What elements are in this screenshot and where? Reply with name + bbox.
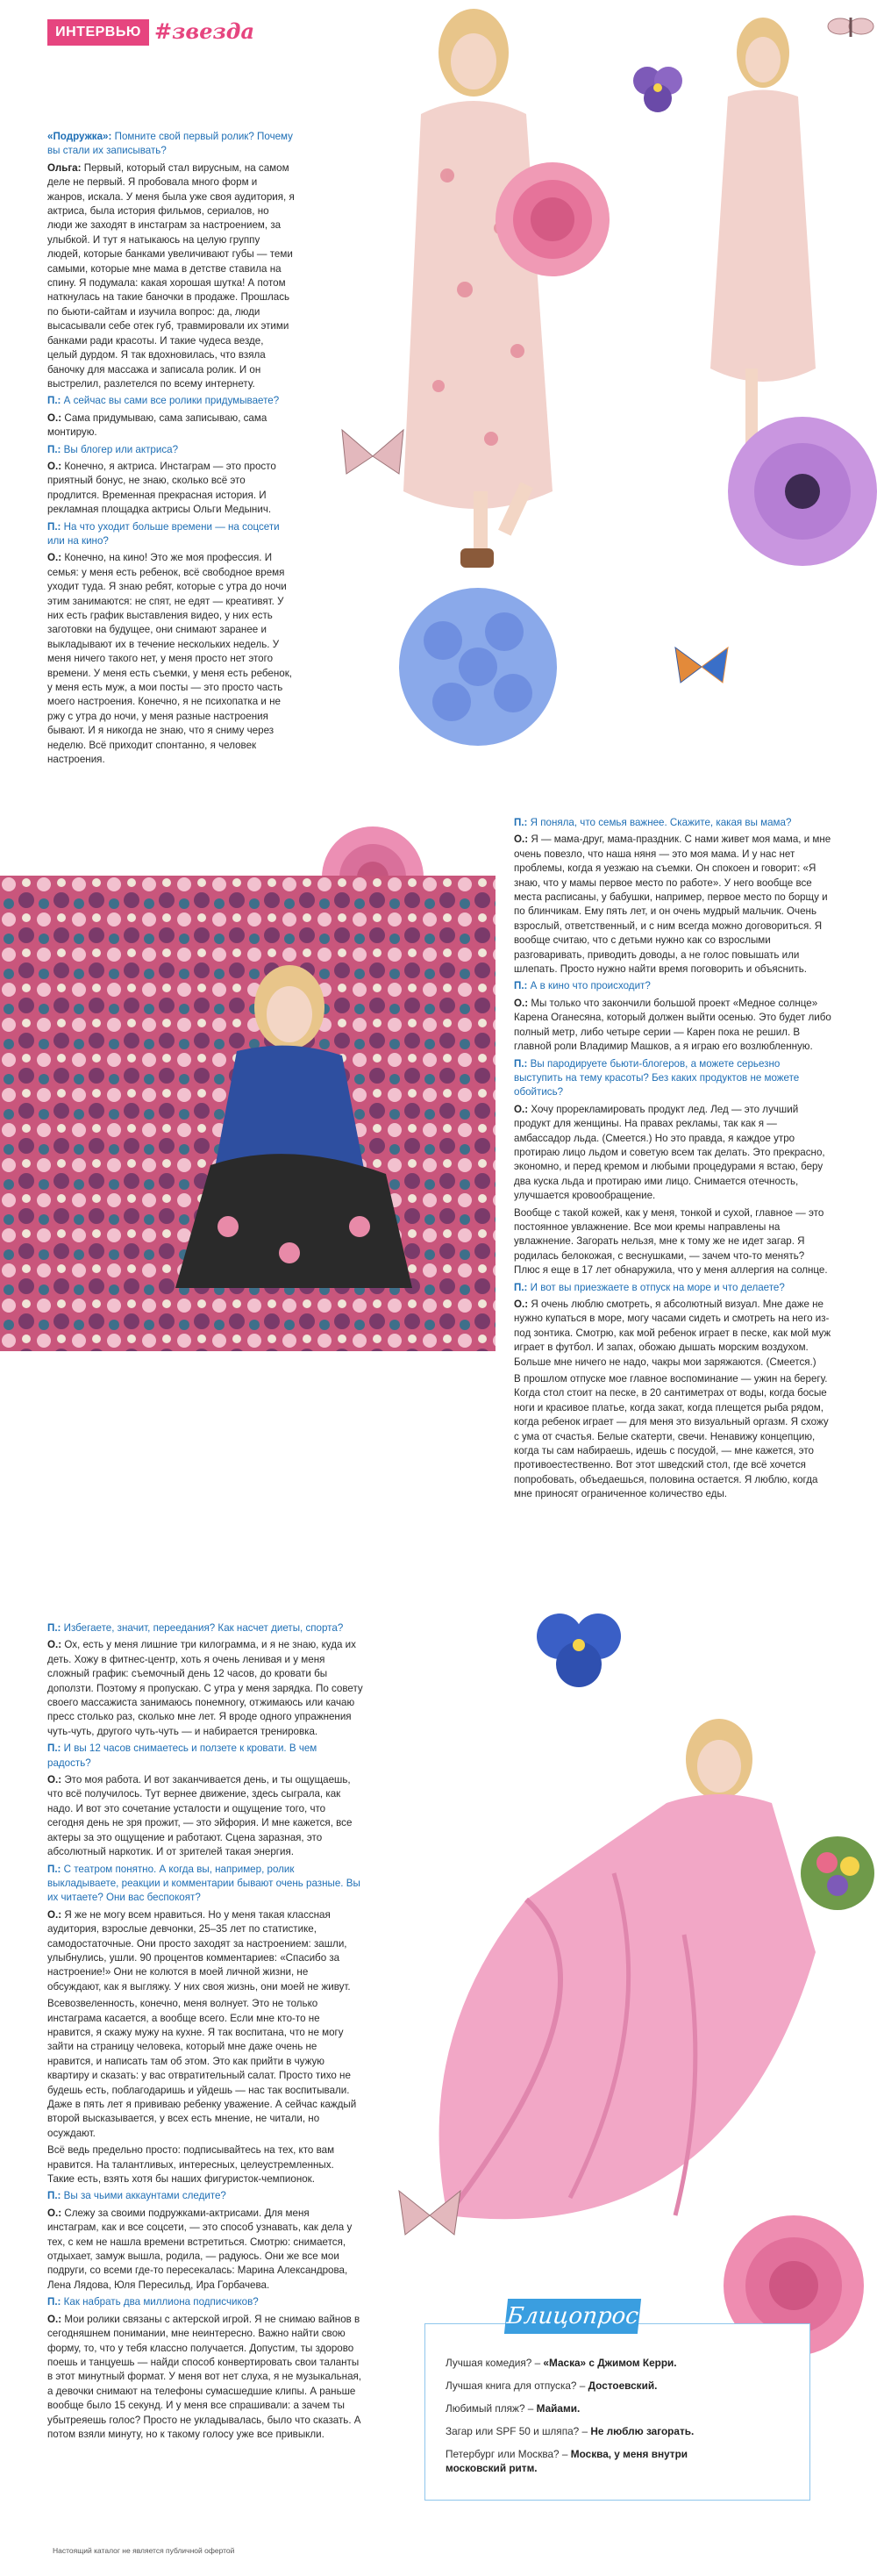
pansy-icon xyxy=(537,1614,621,1687)
hydrangea-icon xyxy=(399,588,557,746)
rose-icon xyxy=(322,826,424,877)
qa-item: В прошлом отпуске мое главное воспоминание — ужин на берегу. Когда стол стоит на песке, в 20 сантиметрах от воды, когда босые ноги и красивое платье, когда закат, когда плещется рыба рядом, когда ребенок играет — для меня это визуальный оргазм. Я схожу с ума от счастья. Белые скатерти, свечи. Ненавижу концепцию, когда ты сам набираешь, идешь с посудой, — мне кажется, это противоестественно. Вот этот шведский стол, где всё хочется попробовать, объедаешься, половина остается. Я люблю, когда мне приносят ограниченное количество еды. xyxy=(514,1373,829,1500)
floral-photo xyxy=(0,876,496,1351)
qa-item: П.: Вы блогер или актриса? xyxy=(47,443,179,455)
qa-item: П.: И вы 12 часов снимаетесь и ползете к кровати. В чем радость? xyxy=(47,1742,317,1769)
qa-item: О.: Я — мама-друг, мама-праздник. С нами живет моя мама, и мне очень повезло, что наша няня — это моя мама. И у нас нет проблемы, когда я уезжаю на съемки. Он спокоен и говорит: «Я знаю, что у мамы первое место по работе». У него вообще все места расписаны, у бабушки, например, первое место по борщу и по блинчикам. Ему пять лет, и он очень мудрый мальчик. Очень взрослый, ответственный, и с ним всегда можно договориться. Я вообще считаю, что с детьми нужно как со взрослыми разговаривать, приводить доводы, а не голос повышать или шлепать. Просто нужно найти время поговорить и объяснить. xyxy=(514,834,831,976)
anemone-icon xyxy=(728,417,877,566)
blitz-row: московский ритм. xyxy=(446,2462,538,2474)
qa-item: О.: Я же не могу всем нравиться. Но у меня такая классная аудитория, взрослые девчонки, 25–35 лет по статистике, самодостаточные. Они просто заходят за настроением: зашли, улыбнулись, ушли. 90 процентов комментариев: «Спасибо за настроение!» Они не колются в моей личной жизни, не обсуждают, как я выгляжу. У них своя жизнь, они моей не живут. xyxy=(47,1908,351,1993)
qa-item: О.: Я очень люблю смотреть, я абсолютный визуал. Мне даже не нужно купаться в море, могу часами сидеть и смотреть на него из-под зонтика. Смотрю, как мой ребенок играет в песке, как мой муж играет в футбол. И запах, обожаю дышать морским воздухом. Больше мне ничего не надо, чакры мои заряжаются. (Смеется.) xyxy=(514,1299,831,1368)
qa-item: Вообще с такой кожей, как у меня, тонкой и сухой, главное — это постоянное увлажнение. Все мои кремы направлены на увлажнение. Загорать нельзя, мне к тому же не идет загар. Я родилась белокожая, с веснушками, — зачем что-то менять? Плюс я еще в 17 лет обнаружила, что у меня аллергия на солнце. xyxy=(514,1206,828,1277)
butterfly-icon xyxy=(828,18,873,37)
blitz-row: Лучшая комедия? – «Маска» с Джимом Керри. xyxy=(446,2357,677,2369)
interview-column-2 xyxy=(514,816,831,1505)
woman-gown xyxy=(439,1719,816,2219)
woman-figure-small xyxy=(710,18,816,476)
interview-column-1 xyxy=(47,130,295,769)
qa-item: П.: Избегаете, значит, переедания? Как насчет диеты, спорта? xyxy=(47,1622,344,1634)
bouquet-icon xyxy=(801,1836,874,1910)
qa-item: О.: Это моя работа. И вот заканчивается день, и ты ощущаешь, что всё получилось. Тут вернее движение, здесь сыграла, как надо. И вот это сочетание усталости и ощущение того, что сегодня день не зря прожит, — это эйфория. И мне кажется, все актеры за это ощущение и работают. Сцена заразная, это абсолютный наркотик. И от зрителей такая энергия. xyxy=(47,1774,353,1858)
blitz-row: Загар или SPF 50 и шляпа? – Не люблю загорать. xyxy=(446,2425,695,2437)
qa-item: П.: Я поняла, что семья важнее. Скажите, какая вы мама? xyxy=(514,817,792,828)
qa-item: П.: Как набрать два миллиона подписчиков? xyxy=(47,2296,259,2308)
blitz-title: Блицопрос xyxy=(504,2299,641,2334)
blitz-row: Петербург или Москва? – Москва, у меня внутри xyxy=(446,2448,688,2460)
qa-item: «Подружка»: Помните свой первый ролик? Почему вы стали их записывать? xyxy=(47,131,293,157)
interview-column-3 xyxy=(47,1621,363,2444)
hero-photo-illustration xyxy=(289,0,877,877)
qa-item: О.: Мы только что закончили большой проект «Медное солнце» Карена Оганесяна, который должен выйти осенью. Это будет либо полный метр, либо четыре серии — Карен пока не решил. В главной роли Владимир Машков, а я играю его возлюбленную. xyxy=(514,997,831,1053)
qa-item: О.: Мои ролики связаны с актерской игрой. Я не снимаю вайнов в сегодняшнем понимании, мне неинтересно. Важно найти свою форму, то, что у тебя классно получается. Допустим, ты здорово поешь и танцуешь — найди способ конвертировать свои таланты в этот минутный формат. У меня вот нет слуха, я не музыкальная, а девочки снимают на телефоны сумасшедшие клипы. А раньше вообще было 15 секунд. И у меня все спрашивали: а зачем ты убытреяешь голос? Просто не укладывалась, было что сказать. А потом взяли минуту, но к такому голосу уже все привыкли. xyxy=(47,2313,362,2440)
qa-item: О.: Конечно, я актриса. Инстаграм — это просто приятный бонус, не знаю, сколько всё это продлится. Временная прекрасная история. И рекламная площадка актрисы Ольги Медынич. xyxy=(47,460,276,516)
qa-item: П.: С театром понятно. А когда вы, например, ролик выкладываете, реакции и комментарии бывают очень разные. Вы их читаете? Они вас беспокоят? xyxy=(47,1863,360,1904)
qa-item: П.: Вы пародируете бьюти-блогеров, а можете серьезно выступить на тему красоты? Без каких продуктов не можете обойтись? xyxy=(514,1057,800,1098)
qa-item: О.: Слежу за своими подружками-актрисами. Для меня инстаграм, как и все соцсети, — это способ узнавать, как дела у тех, с кем не нашла времени встретиться. Смотрю: снимается, отдыхает, замуж вышла, родила, — радуюсь. Они же все мои подруги, со всеми где-то пересекалась: Марина Александрова, Лена Лядова, Юля Пересильд, Ира Горбачева. xyxy=(47,2207,353,2291)
qa-item: О.: Конечно, на кино! Это же моя профессия. И семья: у меня есть ребенок, всё свободное время уходит туда. Я знаю ребят, которые с утра до ночи этим занимаются: не спят, не едят — креативят. У них есть график выставления видео, у них есть заготовки на будущее, они снимают заранее и выкладывают их в течение нескольких недель. У меня ничего такого нет, у меня просто нет этого времени. У меня есть съемки, у меня есть ребенок, у меня есть муж, а мои посты — это просто часть моего настроения. Конечно, я не психопатка и не ржу с утра до ночи, у меня разные настроения бывают. И я никогда не знаю, что я сниму через неделю. Всё приходит спонтанно, я человек настроения. xyxy=(47,552,292,766)
qa-item: О.: Хочу прорекламировать продукт лед. Лед — это лучший продукт для женщины. На правах рекламы, так как я — амбассадор льда. (Смеется.) Но это правда, я каждое утро протираю лицо льдом и советую всем так делать. Это прекрасно, экономно, и перед кремом и любыми процедурами я встаю, беру два куска льда и протираю ими лицо. Снимается отечность, улучшается кровообращение. xyxy=(514,1103,825,1202)
section-hashtag: #звезда xyxy=(154,18,255,44)
butterfly-icon xyxy=(342,430,403,474)
woman-figure xyxy=(403,9,553,568)
qa-item: П.: А сейчас вы сами все ролики придумываете? xyxy=(47,395,280,407)
rose-icon xyxy=(496,162,610,276)
violet-icon xyxy=(633,67,682,112)
qa-item: П.: И вот вы приезжаете в отпуск на море и что делаете? xyxy=(514,1281,785,1293)
qa-item: О.: Ох, есть у меня лишние три килограмма, и я не знаю, куда их деть. Хожу в фитнес-центр, хоть я очень ленивая и у меня сложный график: съемочный день 12 часов, до кровати бы доползти. Поэтому я пропускаю. С утра у меня зарядка. По совету своего массажиста занимаюсь понемногу, отжимаюсь или качаю пресс столько раз, сколько мне лет. Я вроде одного упражнения чуть-чуть, другого чуть-чуть — и набирается тренировка. xyxy=(47,1639,363,1737)
section-tag: ИНТЕРВЬЮ xyxy=(47,19,149,46)
blitz-row: Любимый пляж? – Майами. xyxy=(446,2402,581,2415)
butterfly-icon xyxy=(675,648,728,683)
qa-item: О.: Сама придумываю, сама записываю, сама монтирую. xyxy=(47,411,267,439)
qa-item: П.: Вы за чьими аккаунтами следите? xyxy=(47,2190,226,2202)
qa-item: Всё ведь предельно просто: подписывайтесь на тех, кто вам нравится. На талантливых, интересных, целеустремленных. Такие есть, взять хотя бы наших фигуристок-чемпионок. xyxy=(47,2144,335,2186)
qa-item: Ольга: Первый, который стал вирусным, на самом деле не первый. Я пробовала много форм и жанров, искала. У меня была уже своя аудитория, я актриса, была история фильмов, сериалов, но люди же заходят в инстаграм за настроением, за улыбкой. И тут я натыкаюсь на целую группу людей, которые банками увеличивают губы — теми самыми, которые мне мама в детстве ставила на спину. Я подумала: какая хорошая шутка! А потом наткнулась на такие баночки в продаже. Прошлась по бьюти-сайтам и изучила вопрос: да, люди высасывали себе отек губ, травмировали их этими банками ради красоты. И такие чудеса везде, целый дурдом. Я так вдохновилась, что взяла баночку для массажа и записала ролик. И он выстрелил, разлетелся по всему интернету. xyxy=(47,161,295,390)
speaker: «Подружка»: xyxy=(47,131,112,142)
footer-disclaimer: Настоящий каталог не является публичной офертой xyxy=(53,2546,235,2555)
qa-item: Всевозвеленность, конечно, меня волнует. Это не только инстаграма касается, а вообще всего. Если мне кто-то не нравится, я скажу мужу на кухне. Я так воспитана, что не могу зайти на страницу человека, который мне даже очень не нравится, и написать там об этом. Это как прийти в чужую квартиру и сказать: у вас отвратительный салат. Просто тихо не будешь есть, поблагодаришь и уйдешь — нас так воспитывали. Даже в пять лет я прививаю ребенку уважение. А сейчас каждый второй высказывается, у всех есть мнение, не читали, но осуждают. xyxy=(47,1998,357,2139)
qa-item: П.: А в кино что происходит? xyxy=(514,980,651,992)
blitz-row: Лучшая книга для отпуска? – Достоевский. xyxy=(446,2379,658,2392)
qa-item: П.: На что уходит больше времени — на соцсети или на кино? xyxy=(47,520,280,547)
